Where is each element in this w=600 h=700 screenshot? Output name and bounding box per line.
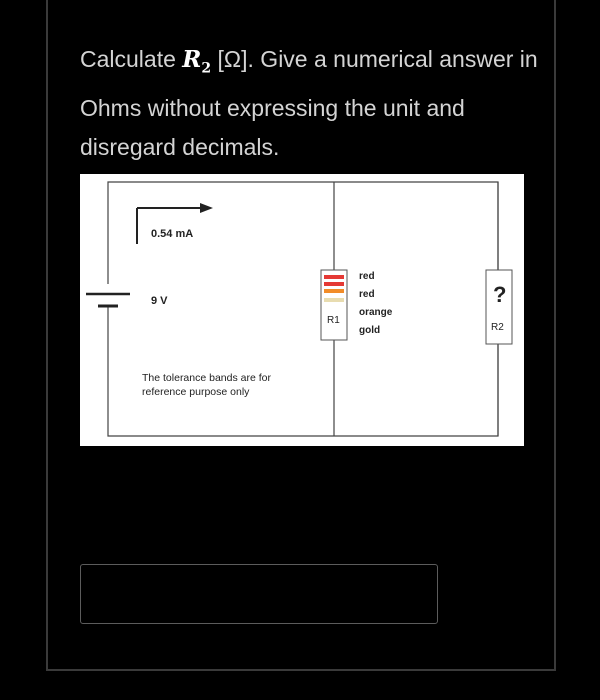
answer-input[interactable]: [80, 564, 438, 624]
r1-band-3: [324, 289, 344, 293]
r2-label: R2: [491, 322, 504, 333]
r2-symbol: $R_2$: [182, 46, 212, 77]
r1-band-4: [324, 298, 344, 302]
voltage-label: 9 V: [151, 295, 168, 307]
r1-label: R1: [327, 315, 340, 326]
circuit-diagram: [80, 174, 524, 446]
band-label-1: red: [359, 271, 375, 282]
band-legend: [359, 271, 393, 336]
tolerance-note-line-2: reference purpose only: [142, 386, 250, 398]
band-label-3: orange: [359, 307, 393, 318]
r1-band-2: [324, 282, 344, 286]
resistor-r1: [321, 270, 347, 340]
battery-symbol: [86, 284, 130, 306]
question-text: Calculate $R_2$ [Ω]. Give a numerical answer in Ohms without expressing the unit and disregard decimals.: [80, 46, 538, 160]
resistor-r2: [486, 270, 512, 344]
r1-band-1: [324, 275, 344, 279]
r2-unknown-mark: ?: [493, 282, 507, 307]
current-label: 0.54 mA: [151, 228, 194, 240]
tolerance-note-line-1: The tolerance bands are for: [142, 372, 271, 384]
band-label-4: gold: [359, 325, 381, 336]
band-label-2: red: [359, 289, 375, 300]
